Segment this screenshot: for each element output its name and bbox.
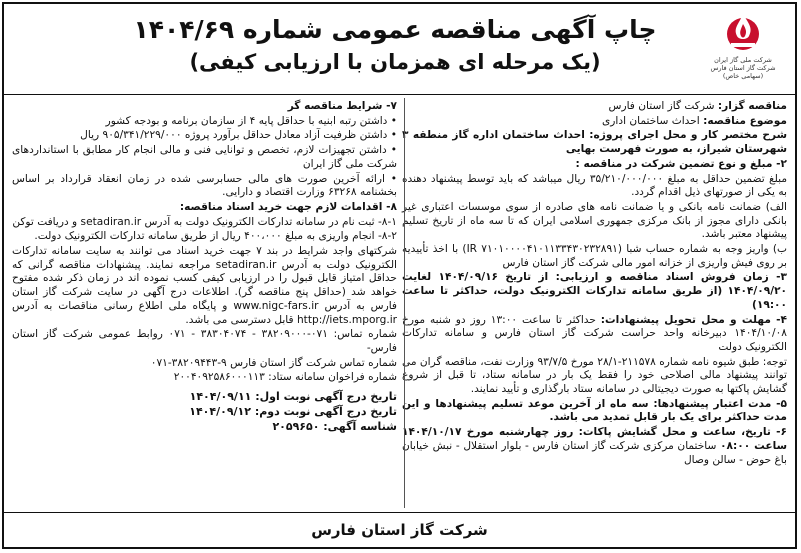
subject-label: موضوع مناقصه: — [703, 114, 787, 127]
publish-date-2: تاریخ درج آگهی نوبت دوم: ۱۴۰۴/۰۹/۱۲ — [189, 405, 397, 419]
logo-caption-1: شرکت ملی گاز ایران — [714, 56, 772, 64]
section-3: ۳- زمان فروش اسناد مناقصه و ارزیابی: از تاریخ ۱۴۰۴/۰۹/۱۶ لغایت ۱۴۰۴/۰۹/۲۰ (از طریق سامانه تدارکات الکترونیک دولت، حداکثر تا ساعت ۱۹:۰۰) — [402, 271, 787, 311]
section-4-title: ۴- مهلت و محل تحویل پیشنهادات: — [600, 313, 787, 326]
section-8-2: ۸-۲- انجام واریزی به مبلغ ۴۰۰،۰۰۰ ریال از طریق سامانه تدارکات الکترونیک دولت. — [34, 230, 397, 243]
section-2-a: الف) ضمانت نامه بانکی و یا ضمانت نامه های صادره از سوی موسسات اعتباری غیر بانکی دارای مجوز از بانک مرکزی جمهوری اسلامی ایران که تا سه ماه از تاریخ تسلیم پیشنهاد معتبر باشد. — [402, 200, 787, 241]
section-8-body: شرکتهای واجد شرایط در بند ۷ جهت خرید اسناد می توانند به سایت سامانه تدارکات الکترونیک دولت به آدرس setadiran.ir مراجعه نمایند. پیشنهادات مناقصه گرانی که حداقل امتیاز قابل قبول را در ارزیابی کیفی کسب نموده اند در زمان ذکر شده مفتوح خواهد شد (حداقل پنج مناقصه گر). اطلاعات درج آگهی در سایت شرکت گاز استان فارس به آدرس www.nigc-fars.ir و پایگاه ملی اطلاع رسانی مناقصات به آدرس http://iets.mporg.ir قابل دسترسی می باشد. — [12, 245, 397, 326]
section-8-title: ۸- اقدامات لازم جهت خرید اسناد مناقصه: — [179, 200, 397, 213]
header — [4, 4, 795, 90]
logo-caption-2: شرکت گاز استان فارس — [710, 64, 776, 72]
section-7-item-text: داشتن رتبه ابنیه با حداقل پایه ۴ از سازمان برنامه و بودجه کشور — [105, 114, 388, 127]
tenderer-value: شرکت گاز استان فارس — [608, 100, 718, 112]
section-2-title: ۲- مبلغ و نوع تضمین شرکت در مناقصه : — [575, 157, 787, 170]
section-2-body: مبلغ تضمین حداقل به مبلغ ۳۵/۲۱۰/۰۰۰/۰۰۰ ریال میباشد که باید توسط پیشنهاد دهنده به یکی از صورتهای ذیل اقدام گردد. — [402, 172, 787, 199]
section-6-title: ۶- تاریخ، ساعت و محل گشایش پاکات: روز چهارشنبه مورخ ۱۴۰۴/۱۰/۱۷ ساعت ۰۸:۰۰ — [402, 426, 787, 452]
tenderer-label: مناقصه گزار: — [717, 100, 787, 112]
column-divider — [404, 98, 405, 508]
logo-caption-3: (سهامی خاص) — [722, 72, 764, 80]
right-column — [402, 100, 787, 468]
page-subtitle: (یک مرحله ای همزمان با ارزیابی کیفی) — [189, 50, 601, 74]
section-8-1: ۸-۱- ثبت نام در سامانه تدارکات الکترونیک دولت به آدرس setadiran.ir و دریافت توکن — [12, 215, 397, 228]
header-divider — [4, 94, 795, 95]
section-7-title: ۷- شرایط مناقصه گر — [287, 100, 397, 112]
section-6-body: ساختمان مرکزی شرکت گاز استان فارس - بلوار استقلال - نبش خیابان باغ حوض - سالن وصال — [402, 439, 787, 466]
contact-phone: شماره تماس: ۰۷۱-۳۸۲۰۹۰۰۰ - ۳۸۳۰۴۰۷۴ - ۰۷۱ روابط عمومی شرکت گاز استان فارس- — [12, 328, 397, 354]
footer-company: شرکت گاز استان فارس — [311, 521, 488, 539]
section-7-item: • داشتن رتبه ابنیه با حداقل پایه ۴ از سازمان برنامه و بودجه کشور — [105, 114, 397, 127]
footer-divider — [4, 512, 795, 513]
flame-icon — [723, 10, 763, 52]
advertisement-frame — [2, 2, 797, 549]
project-description: شرح مختصر کار و محل اجرای پروژه: احداث ساختمان اداره گاز منطقه ۳ شهرستان شیراز، به صورت فهرست بهایی — [402, 129, 787, 156]
section-7-item-text: داشتن تجهیزات لازم، تخصص و توانایی فنی و مالی انجام کار مطابق با استانداردهای شرکت ملی گاز ایران — [12, 144, 397, 170]
publish-meta — [12, 389, 397, 434]
nigc-logo — [697, 10, 789, 86]
section-7-item-text: داشتن ظرفیت آزاد معادل حداقل برآورد پروژه ۹۰۵/۳۴۱/۲۲۹/۰۰۰ ریال — [80, 129, 388, 142]
section-7-item: • داشتن ظرفیت آزاد معادل حداقل برآورد پروژه ۹۰۵/۳۴۱/۲۲۹/۰۰۰ ریال — [80, 129, 397, 142]
section-2-b: ب) واریز وجه به شماره حساب شبا (IR ۷۱۰۱۰۰۰۰۴۱۰۱۱۳۳۴۳۰۲۳۲۸۹۱) با اخذ تأییدیه بر روی فیش واریزی از خزانه امور مالی شرکت گاز استان فارس — [402, 243, 787, 269]
ad-id: شناسه آگهی: ۲۰۵۹۶۵۰ — [272, 420, 397, 434]
section-7-item: • ارائه آخرین صورت های مالی حسابرسی شده در زمان انعقاد قرارداد بر اساس بخشنامه ۶۳۲۶۸ وزارت اقتصاد و دارایی. — [12, 172, 397, 199]
section-4-body: حداکثر تا ساعت ۱۳:۰۰ روز دو شنبه مورخ ۱۴۰۴/۱۰/۰۸ دبیرخانه واحد حراست شرکت گاز استان فارس و سامانه تدارکات الکترونیک دولت — [402, 313, 787, 353]
contact-fax: شماره تماس شرکت گاز استان فارس ۹-۳۸۲۰۹۴۴۳-۰۷۱ — [150, 356, 397, 369]
left-column — [12, 100, 397, 434]
section-5: ۵- مدت اعتبار پیشنهادها: سه ماه از آخرین موعد تسلیم پیشنهادها و این مدت حداکثر برای یک بار قابل تمدید می باشد. — [402, 397, 787, 424]
section-7-item-text: ارائه آخرین صورت های مالی حسابرسی شده در زمان انعقاد قرارداد بر اساس بخشنامه ۶۳۲۶۸ وزارت اقتصاد و دارایی. — [12, 172, 397, 199]
subject-value: احداث ساختمان اداری — [602, 114, 704, 127]
section-4-note: توجه: طبق شیوه نامه شماره ۲۱۱۵۷۸-۲۸/۱ مورخ ۹۳/۷/۵ وزارت نفت، مناقصه گران می توانند پیشنهاد مالی اصلاحی خود را فقط یک بار در سامانه ستاد، تا قبل از شروع گشایش پاکتها به صورت دیجیتالی در سامانه ستاد بارگذاری و تأیید نمایند. — [402, 355, 787, 396]
tender-number: شماره فراخوان سامانه ستاد: ۲۰۰۴۰۹۲۵۸۶۰۰۰۱۱۳ — [173, 371, 397, 384]
section-7-item: • داشتن تجهیزات لازم، تخصص و توانایی فنی و مالی انجام کار مطابق با استانداردهای شرکت ملی گاز ایران — [12, 144, 397, 170]
publish-date-1: تاریخ درج آگهی نوبت اول: ۱۴۰۴/۰۹/۱۱ — [189, 390, 397, 404]
page-title: چاپ آگهی مناقصه عمومی شماره ۱۴۰۴/۶۹ — [133, 15, 657, 44]
